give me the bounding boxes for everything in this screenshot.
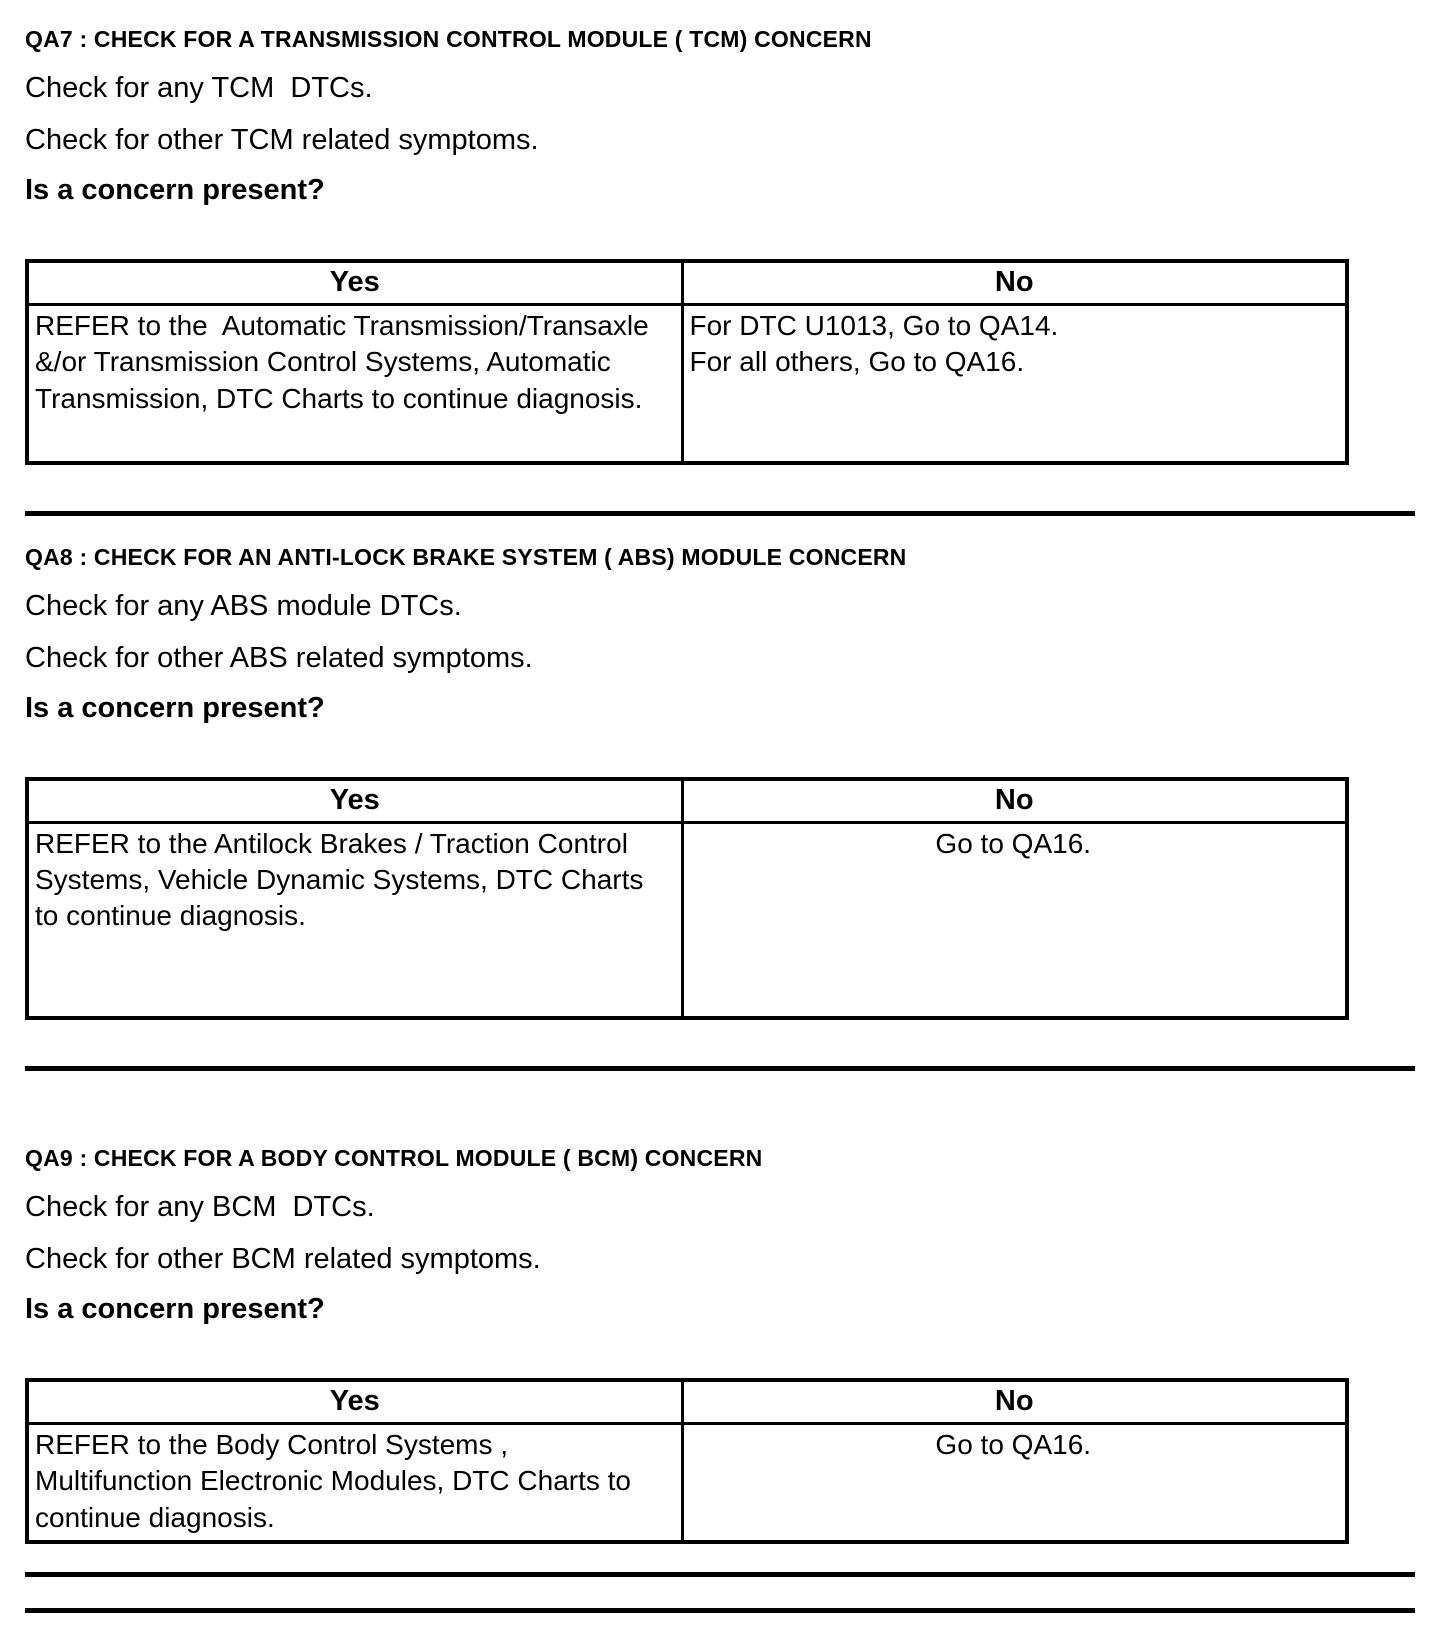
table-header-row: [27, 261, 1347, 305]
no-cell-line: For DTC U1013, Go to QA14.: [689, 310, 1059, 341]
table-row: [27, 305, 1347, 463]
no-cell: [682, 1424, 1347, 1543]
section-qa9: [25, 1145, 1440, 1613]
body-line: Check for other ABS related symptoms.: [25, 641, 533, 674]
no-cell: [682, 822, 1347, 1018]
no-cell-line: Go to QA16.: [935, 1429, 1092, 1460]
no-column-header: No: [682, 1380, 1347, 1424]
question-line: Is a concern present?: [25, 1293, 325, 1325]
section-heading-qa7: QA7 : CHECK FOR A TRANSMISSION CONTROL MODULE ( TCM) CONCERN: [25, 26, 872, 52]
section-divider: [25, 511, 1415, 516]
question-line: Is a concern present?: [25, 691, 325, 724]
question-line: Is a concern present?: [25, 174, 325, 206]
no-cell: [682, 305, 1347, 463]
no-column-header: No: [682, 261, 1347, 305]
decision-table-qa8: [25, 777, 1349, 1021]
no-cell-line: Go to QA16.: [935, 827, 1092, 859]
yes-cell: REFER to the Antilock Brakes / Traction Control Systems, Vehicle Dynamic Systems, DTC Charts to continue diagnosis.: [27, 822, 682, 1018]
decision-table-qa7: [25, 259, 1349, 465]
section-heading-qa8: QA8 : CHECK FOR AN ANTI-LOCK BRAKE SYSTEM ( ABS) MODULE CONCERN: [25, 543, 907, 570]
body-line: Check for any TCM DTCs.: [25, 72, 373, 104]
yes-column-header: Yes: [27, 779, 682, 823]
no-cell-line: For all others, Go to QA16.: [689, 346, 1025, 378]
yes-column-header: Yes: [27, 1380, 682, 1424]
section-divider: [25, 1066, 1415, 1071]
no-column-header: No: [682, 779, 1347, 823]
body-line: Check for any BCM DTCs.: [25, 1191, 375, 1223]
yes-cell: REFER to the Automatic Transmission/Transaxle &/or Transmission Control Systems, Automatic Transmission, DTC Charts to continue diagnosis.: [27, 305, 682, 463]
body-line: Check for other TCM related symptoms.: [25, 124, 539, 156]
page-bottom-divider: [25, 1608, 1415, 1613]
body-line: Check for other BCM related symptoms.: [25, 1243, 541, 1275]
decision-table-qa9: [25, 1378, 1349, 1544]
table-header-row: [27, 1380, 1347, 1424]
section-heading-qa9: QA9 : CHECK FOR A BODY CONTROL MODULE ( BCM) CONCERN: [25, 1145, 763, 1171]
table-header-row: [27, 779, 1347, 823]
section-divider: [25, 1572, 1415, 1577]
yes-cell: REFER to the Body Control Systems , Multifunction Electronic Modules, DTC Charts to continue diagnosis.: [27, 1424, 682, 1543]
section-qa7: [25, 26, 1440, 516]
table-row: [27, 1424, 1347, 1543]
section-qa8: [25, 544, 1440, 1072]
body-line: Check for any ABS module DTCs.: [25, 589, 462, 622]
table-row: [27, 822, 1347, 1018]
yes-column-header: Yes: [27, 261, 682, 305]
